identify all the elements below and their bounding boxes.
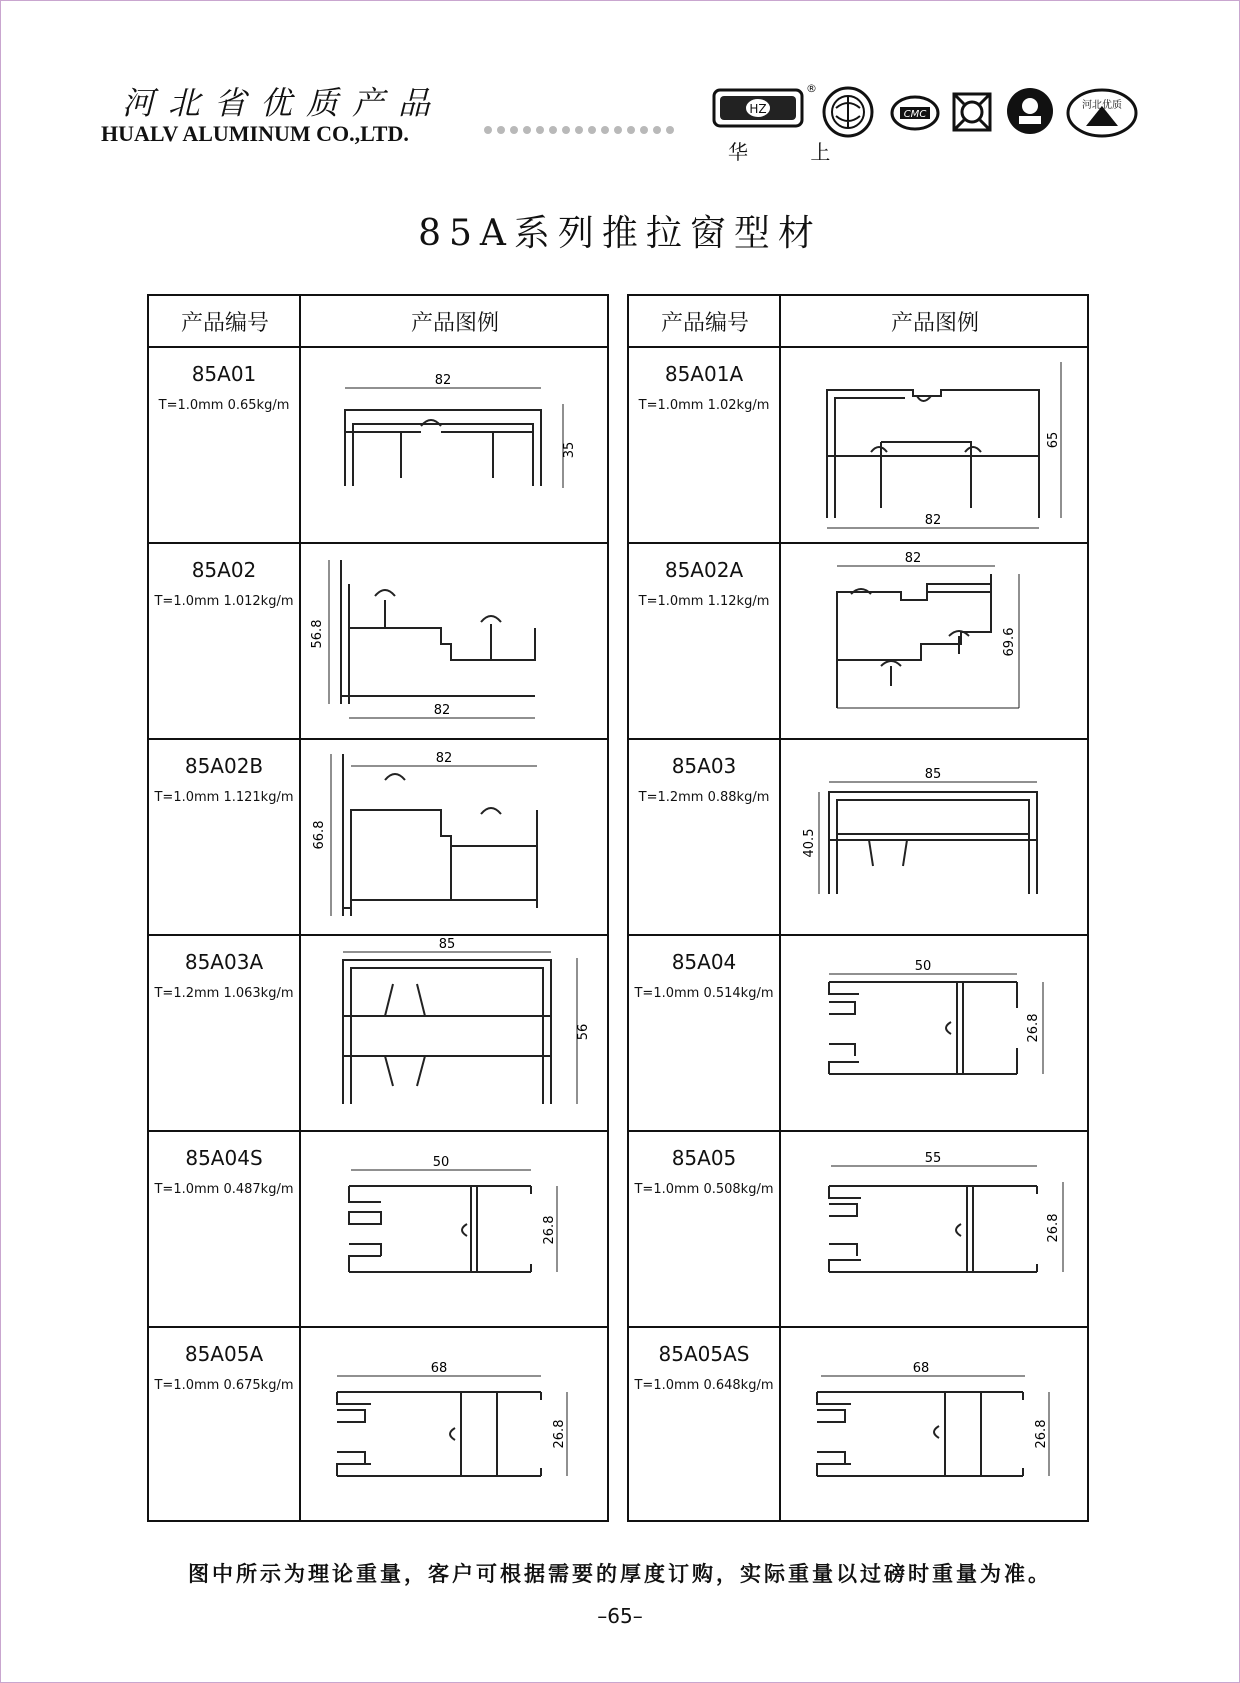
brand-logo (712, 84, 812, 132)
product-code: 85A02A (664, 558, 744, 582)
product-code: 85A04S (185, 1146, 263, 1170)
product-code: 85A01A (664, 362, 744, 386)
product-code: 85A01 (191, 362, 257, 386)
svg-text:HZ: HZ (749, 102, 767, 116)
svg-text:66.8: 66.8 (312, 820, 327, 850)
product-cell (629, 544, 779, 609)
page-number: –65– (597, 1604, 643, 1628)
svg-text:68: 68 (912, 1361, 930, 1376)
product-spec: T=1.0mm 1.02kg/m (638, 398, 770, 413)
quality-cert-icon (950, 90, 994, 134)
globe-seal-icon (822, 86, 874, 138)
brand-name: 华 上 (728, 140, 859, 164)
product-cell (149, 544, 299, 609)
product-cell (149, 740, 299, 805)
cmc-mark-icon (890, 94, 940, 132)
profile-drawing (781, 1132, 1089, 1326)
product-spec: T=1.0mm 0.487kg/m (154, 1182, 294, 1197)
svg-text:82: 82 (435, 751, 453, 766)
company-name: HUALV ALUMINUM CO.,LTD. (101, 121, 409, 146)
header-dot-rule (484, 126, 674, 134)
product-spec: T=1.2mm 1.063kg/m (154, 986, 294, 1001)
product-spec: T=1.0mm 0.675kg/m (154, 1378, 294, 1393)
svg-text:82: 82 (433, 703, 451, 718)
header-slogan: 河北省优质产品 (122, 84, 445, 122)
svg-text:26.8: 26.8 (1046, 1213, 1061, 1243)
product-code: 85A04 (671, 950, 737, 974)
product-spec: T=1.0mm 0.508kg/m (634, 1182, 774, 1197)
svg-text:82: 82 (904, 551, 922, 566)
svg-text:35: 35 (562, 441, 577, 459)
column-header-code: 产品编号 (180, 310, 269, 336)
product-cell (149, 348, 299, 413)
column-header-figure: 产品图例 (410, 310, 499, 336)
profile-drawing (301, 348, 609, 542)
profile-drawing (301, 740, 609, 934)
product-spec: T=1.2mm 0.88kg/m (638, 790, 770, 805)
svg-text:65: 65 (1046, 431, 1061, 449)
product-cell (629, 1132, 779, 1197)
svg-text:82: 82 (434, 373, 452, 388)
profile-drawing (301, 1328, 609, 1522)
product-code: 85A05A (184, 1342, 264, 1366)
profile-drawing (781, 348, 1089, 542)
svg-text:56: 56 (576, 1023, 591, 1041)
product-cell (629, 348, 779, 413)
svg-text:85: 85 (438, 937, 456, 952)
svg-text:26.8: 26.8 (1026, 1013, 1041, 1043)
product-spec: T=1.0mm 0.514kg/m (634, 986, 774, 1001)
profile-drawing (301, 1132, 609, 1326)
profile-drawing (781, 936, 1089, 1130)
column-header-figure: 产品图例 (890, 310, 979, 336)
svg-text:85: 85 (924, 767, 942, 782)
product-cell (149, 1328, 299, 1393)
page-title: 85A系列推拉窗型材 (418, 213, 822, 254)
profile-drawing (781, 544, 1089, 738)
svg-text:40.5: 40.5 (802, 828, 817, 858)
product-spec: T=1.0mm 1.012kg/m (154, 594, 294, 609)
weight-note: 图中所示为理论重量，客户可根据需要的厚度订购，实际重量以过磅时重量为准。 (188, 1562, 1052, 1586)
svg-text:82: 82 (924, 513, 942, 528)
hebei-quality-badge-icon (1066, 88, 1138, 138)
product-cell (629, 1328, 779, 1393)
product-cell (629, 936, 779, 1001)
product-table-left (147, 294, 609, 1522)
product-code: 85A03 (671, 754, 737, 778)
product-spec: T=1.0mm 0.648kg/m (634, 1378, 774, 1393)
product-cell (149, 1132, 299, 1197)
svg-text:26.8: 26.8 (552, 1419, 567, 1449)
profile-drawing (301, 936, 609, 1130)
column-header-code: 产品编号 (660, 310, 749, 336)
product-code: 85A05AS (658, 1342, 750, 1366)
product-code: 85A02B (184, 754, 264, 778)
product-code: 85A05 (671, 1146, 737, 1170)
profile-drawing (781, 1328, 1089, 1522)
svg-text:26.8: 26.8 (1034, 1419, 1049, 1449)
svg-text:26.8: 26.8 (542, 1215, 557, 1245)
product-code: 85A02 (191, 558, 257, 582)
product-cell (629, 740, 779, 805)
product-spec: T=1.0mm 1.121kg/m (154, 790, 294, 805)
product-table-right (627, 294, 1089, 1522)
profile-drawing (301, 544, 609, 738)
registered-mark: ® (806, 82, 817, 95)
svg-text:50: 50 (914, 959, 932, 974)
svg-text:55: 55 (924, 1151, 942, 1166)
award-emblem-icon (1005, 86, 1055, 136)
svg-text:50: 50 (432, 1155, 450, 1170)
svg-text:CMC: CMC (903, 109, 927, 120)
svg-text:56.8: 56.8 (310, 619, 325, 649)
product-code: 85A03A (184, 950, 264, 974)
profile-drawing (781, 740, 1089, 934)
product-spec: T=1.0mm 1.12kg/m (638, 594, 770, 609)
product-spec: T=1.0mm 0.65kg/m (158, 398, 290, 413)
svg-text:河北优质: 河北优质 (1082, 100, 1122, 111)
svg-text:68: 68 (430, 1361, 448, 1376)
product-cell (149, 936, 299, 1001)
svg-text:69.6: 69.6 (1002, 627, 1017, 657)
